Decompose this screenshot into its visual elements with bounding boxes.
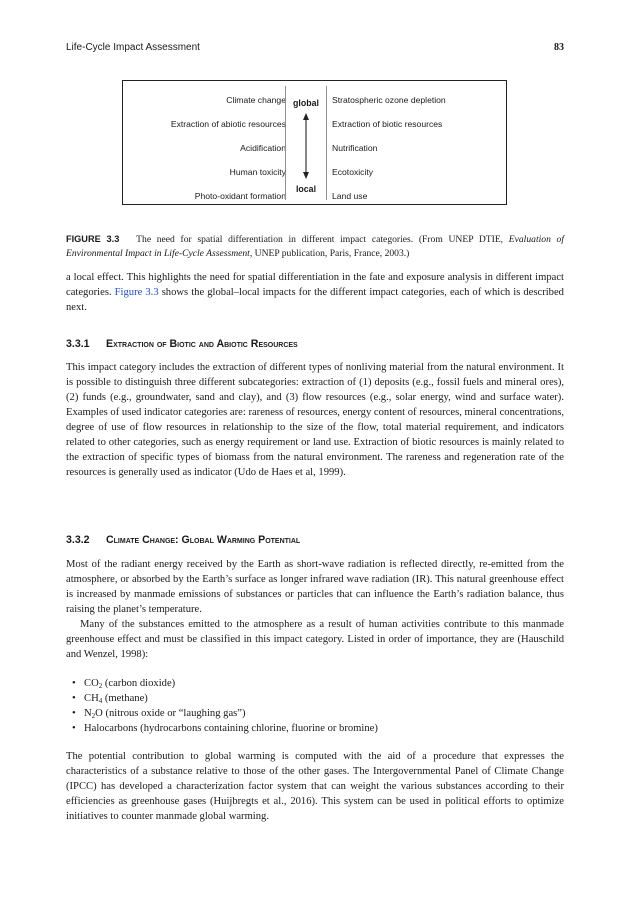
formula-subscript: 2	[91, 712, 96, 720]
section-title: Extraction of Biotic and Abiotic Resources	[106, 338, 298, 350]
gas-description: (nitrous oxide or “laughing gas”)	[102, 708, 246, 719]
formula-subscript: 4	[98, 697, 103, 705]
list-item	[66, 676, 564, 691]
bullet-icon: •	[72, 723, 76, 734]
section-number: 3.3.2	[66, 534, 90, 546]
gas-description: (methane)	[102, 693, 148, 704]
caption-label: FIGURE 3.3	[66, 233, 120, 244]
local-label: local	[295, 184, 317, 194]
figure-left-item: Human toxicity	[229, 167, 286, 177]
gas-description: (carbon dioxide)	[102, 678, 176, 689]
intro-text-after: shows the global–local impacts for the different impact categories, each of which is described next.	[66, 287, 564, 313]
resources-paragraph: This impact category includes the extraction of different types of nonliving material from the natural environment. It is possible to distinguish three different subcategories: extraction of (1) deposits (e.g., fossil fuels and mineral ores), (2) funds (e.g., groundwater, sand and clay), and (3) flow resources (e.g., solar energy, wind and surface water). Examples of used indicator categories are: rareness of resources, energy content of resources, mineral concentrations, degree of use of flow resources in relationship to the size of the flow, total material requirement, and indicators related to other categories, such as energy requirement or land use. Extraction of biotic resources is mainly related to the extraction of specific types of biomass from the natural environment. The rareness and regeneration rate of the resources is generally used as indicator (Udo de Haes et al, 1999).	[66, 362, 564, 478]
figure-left-item: Extraction of abiotic resources	[170, 119, 286, 129]
list-item	[66, 691, 564, 706]
bullet-icon: •	[72, 708, 76, 719]
formula: CO	[84, 678, 99, 689]
bullet-icon: •	[72, 678, 76, 689]
caption-text: The need for spatial differentiation in different impact categories. (From UNEP DTIE,	[136, 233, 504, 245]
arrow-up-head	[303, 113, 309, 120]
figure-left-item: Photo-oxidant formation	[194, 191, 286, 201]
figure-left-item: Climate change	[226, 95, 286, 105]
global-label: global	[293, 98, 319, 108]
figure-3-3	[122, 80, 507, 205]
figure-caption	[66, 232, 564, 261]
figure-right-item: Ecotoxicity	[332, 167, 374, 177]
section-heading-3-3-2	[66, 534, 564, 550]
section-title: Climate Change: Global Warming Potential	[106, 534, 301, 546]
caption-tail: , UNEP publication, Paris, France, 2003.)	[249, 247, 410, 259]
list-item	[66, 706, 564, 721]
climate-paragraph-1: Most of the radiant energy received by the Earth as short-wave radiation is reflected directly, re-emitted from the atmosphere, or absorbed by the Earth’s surface as longer infrared wave radiation (IR). This natural greenhouse effect is increased by manmade emissions of substances or particles that can influence the Earth’s radiation balance, thus raising the planet’s temperature.	[66, 559, 564, 615]
intro-paragraph	[66, 270, 564, 315]
figure-3-3-link[interactable]: Figure 3.3	[114, 287, 159, 298]
caption-source-title: Evaluation of Environmental Impact in Life-Cycle Assessment	[66, 233, 564, 259]
figure-right-item: Nutrification	[332, 143, 378, 153]
climate-paragraph-3: The potential contribution to global warming is computed with the aid of a procedure that expresses the characteristics of a substance relative to those of the other gases. The Intergovernmental Panel of Climate Change (IPCC) has developed a characterization factor system that can weight the various substances according to their efficiencies as greenhouse gases (Huijbregts et al., 2016). This system can be used in political efforts to optimize initiatives to counter manmade global warming.	[66, 751, 564, 822]
section-heading-3-3-1	[66, 338, 564, 354]
greenhouse-gas-list	[66, 676, 564, 736]
page-number: 83	[554, 42, 564, 53]
running-head	[66, 42, 564, 56]
running-head-title: Life-Cycle Impact Assessment	[66, 42, 200, 53]
formula: CH	[84, 693, 99, 704]
bullet-icon: •	[72, 693, 76, 704]
formula-rest: O	[95, 708, 103, 719]
figure-right-item: Land use	[332, 191, 368, 201]
climate-paragraph-2: Many of the substances emitted to the atmosphere as a result of human activities contribute to this manmade greenhouse effect and must be classified in this impact category. Listed in order of importance, they are (Hauschild and Wenzel, 1998):	[66, 619, 564, 660]
formula: N	[84, 708, 92, 719]
formula-subscript: 2	[98, 682, 103, 690]
figure-right-item: Stratospheric ozone depletion	[332, 95, 446, 105]
list-item	[66, 721, 564, 736]
figure-left-item: Acidification	[240, 143, 286, 153]
gas-description: Halocarbons (hydrocarbons containing chlorine, fluorine or bromine)	[84, 723, 378, 734]
figure-right-item: Extraction of biotic resources	[332, 119, 443, 129]
figure-scale	[285, 84, 327, 202]
arrow-down-head	[303, 172, 309, 179]
intro-text: a local effect. This highlights the need for spatial differentiation in the fate and exposure analysis in different impact categories.	[66, 272, 564, 298]
section-number: 3.3.1	[66, 338, 90, 350]
